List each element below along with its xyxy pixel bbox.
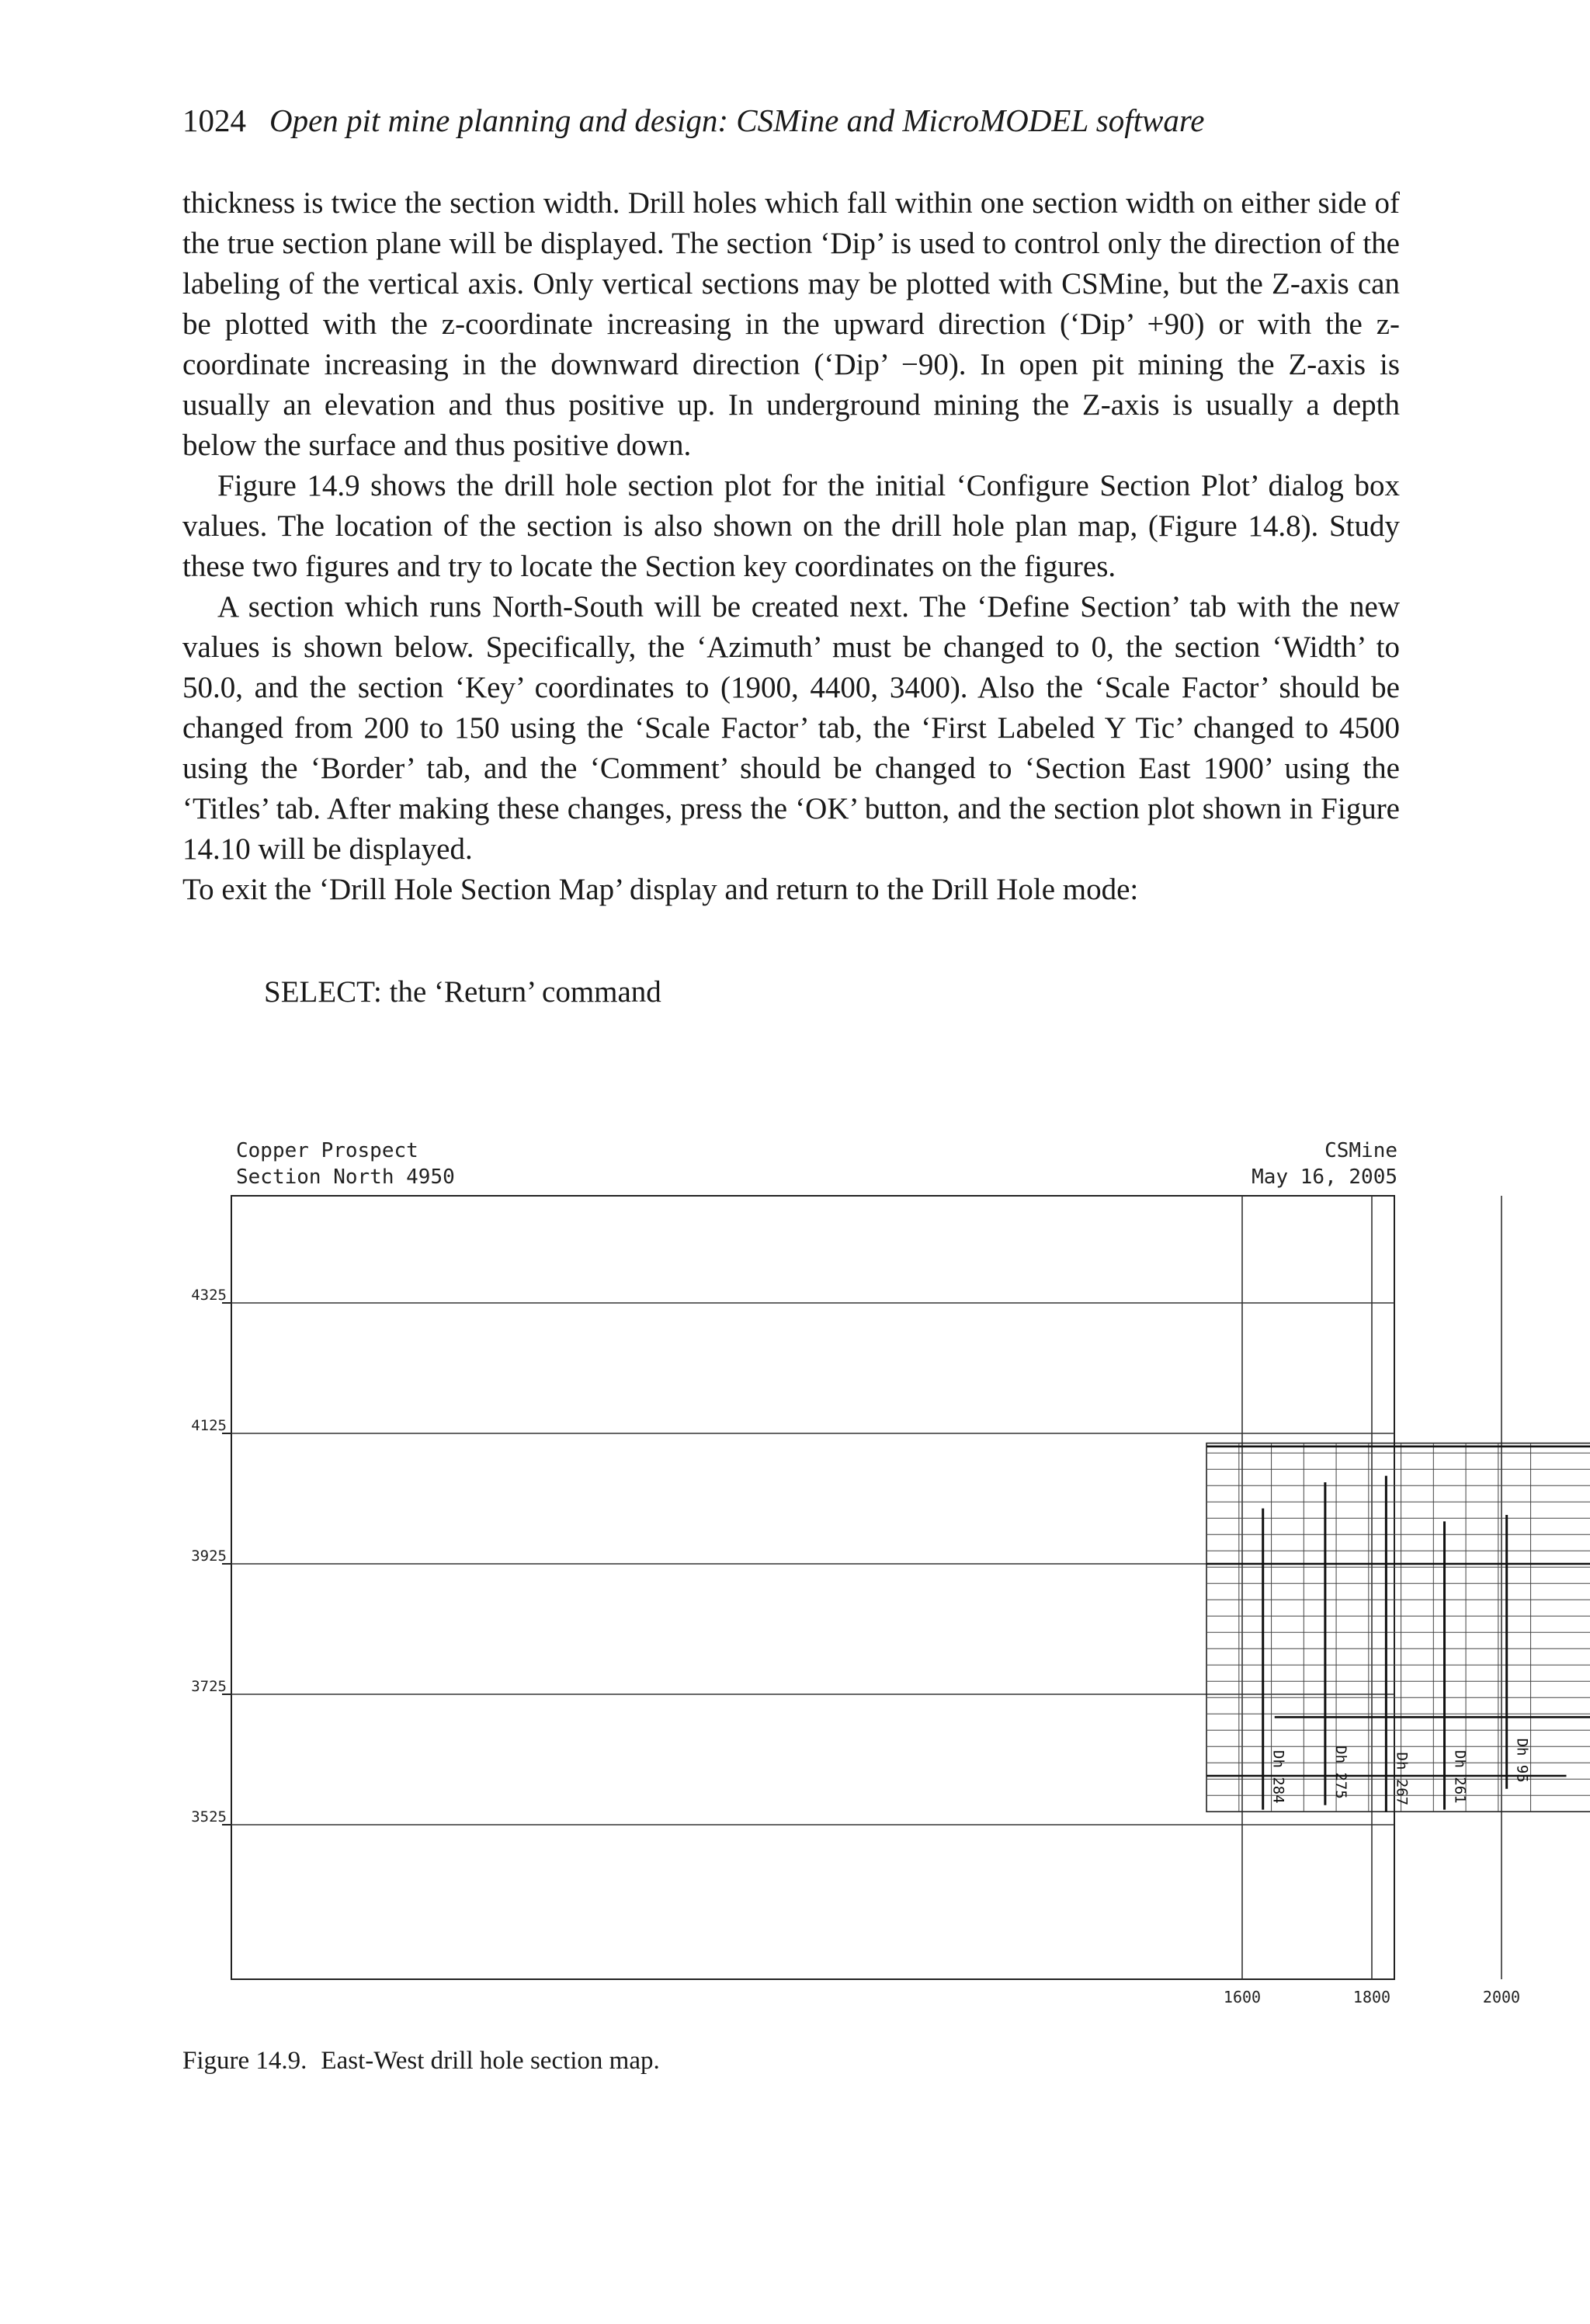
- page-number: 1024: [182, 102, 246, 138]
- drill-hole-label: Dh 275: [1331, 1746, 1349, 1799]
- paragraph: A section which runs North-South will be created next. The ‘Define Section’ tab with the new values is shown below. Specifically, the ‘Azimuth’ must be changed to 0, the section ‘Width’ to 50.0, and the section ‘Key’ coordinates to (1900, 4400, 3400). Also the ‘Scale Factor’ should be changed from 200 to 150 using the ‘Scale Factor’ tab, the ‘First Labeled Y Tic’ changed to 4500 using the ‘Border’ tab, and the ‘Comment’ should be changed to ‘Section East 1900’ using the ‘Titles’ tab. After making these changes, press the ‘OK’ button, and the section plot shown in Figure 14.10 will be displayed.: [182, 590, 1400, 866]
- x-tick-label: 1800: [1352, 1988, 1391, 2006]
- y-tick-label: 3725: [191, 1678, 227, 1695]
- figure-caption: [182, 2044, 660, 2078]
- drill-hole-label: Dh 267: [1393, 1752, 1411, 1806]
- y-tick-label: 4325: [191, 1287, 227, 1304]
- paragraph: To exit the ‘Drill Hole Section Map’ display and return to the Drill Hole mode:: [182, 873, 1139, 906]
- title-right-2: May 16, 2005: [1252, 1165, 1397, 1189]
- drill-hole-label: Dh 95: [1513, 1738, 1531, 1783]
- paragraph: thickness is twice the section width. Drill holes which fall within one section width on either side of the true section plane will be displayed. The section ‘Dip’ is used to control only the direction of the labeling of the vertical axis. Only vertical sections may be plotted with CSMine, but the Z-axis can be plotted with the z-coordinate increasing in the upward direction (‘Dip’ +90) or with the z-coordinate increasing in the downward direction (‘Dip’ −90). In open pit mining the Z-axis is usually an elevation and thus positive up. In underground mining the Z-axis is usually a depth below the surface and thus positive down.: [182, 186, 1400, 462]
- drill-hole-label: Dh 284: [1269, 1750, 1287, 1804]
- select-command: SELECT: the ‘Return’ command: [264, 975, 661, 1009]
- x-tick-label: 2000: [1482, 1988, 1521, 2006]
- caption-text: East-West drill hole section map.: [321, 2047, 660, 2075]
- title-right-1: CSMine: [1324, 1139, 1397, 1162]
- plot-frame: [231, 1196, 1394, 1979]
- title-left-1: Copper Prospect: [236, 1139, 418, 1162]
- y-tick-label: 3525: [191, 1808, 227, 1826]
- y-tick-label: 4125: [191, 1417, 227, 1434]
- title-left-2: Section North 4950: [236, 1165, 455, 1189]
- y-tick-label: 3925: [191, 1548, 227, 1565]
- paragraph: Figure 14.9 shows the drill hole section plot for the initial ‘Configure Section Plot’ dialog box values. The location of the section is also shown on the drill hole plan map, (Figure 14.8). Study these two figures and try to locate the Section key coordinates on the figures.: [182, 469, 1400, 583]
- x-tick-label: 1600: [1223, 1988, 1262, 2006]
- book-title: Open pit mine planning and design: CSMine and MicroMODEL software: [269, 102, 1205, 138]
- caption-label: Figure 14.9.: [182, 2047, 307, 2075]
- drill-hole-label: Dh 261: [1451, 1750, 1469, 1804]
